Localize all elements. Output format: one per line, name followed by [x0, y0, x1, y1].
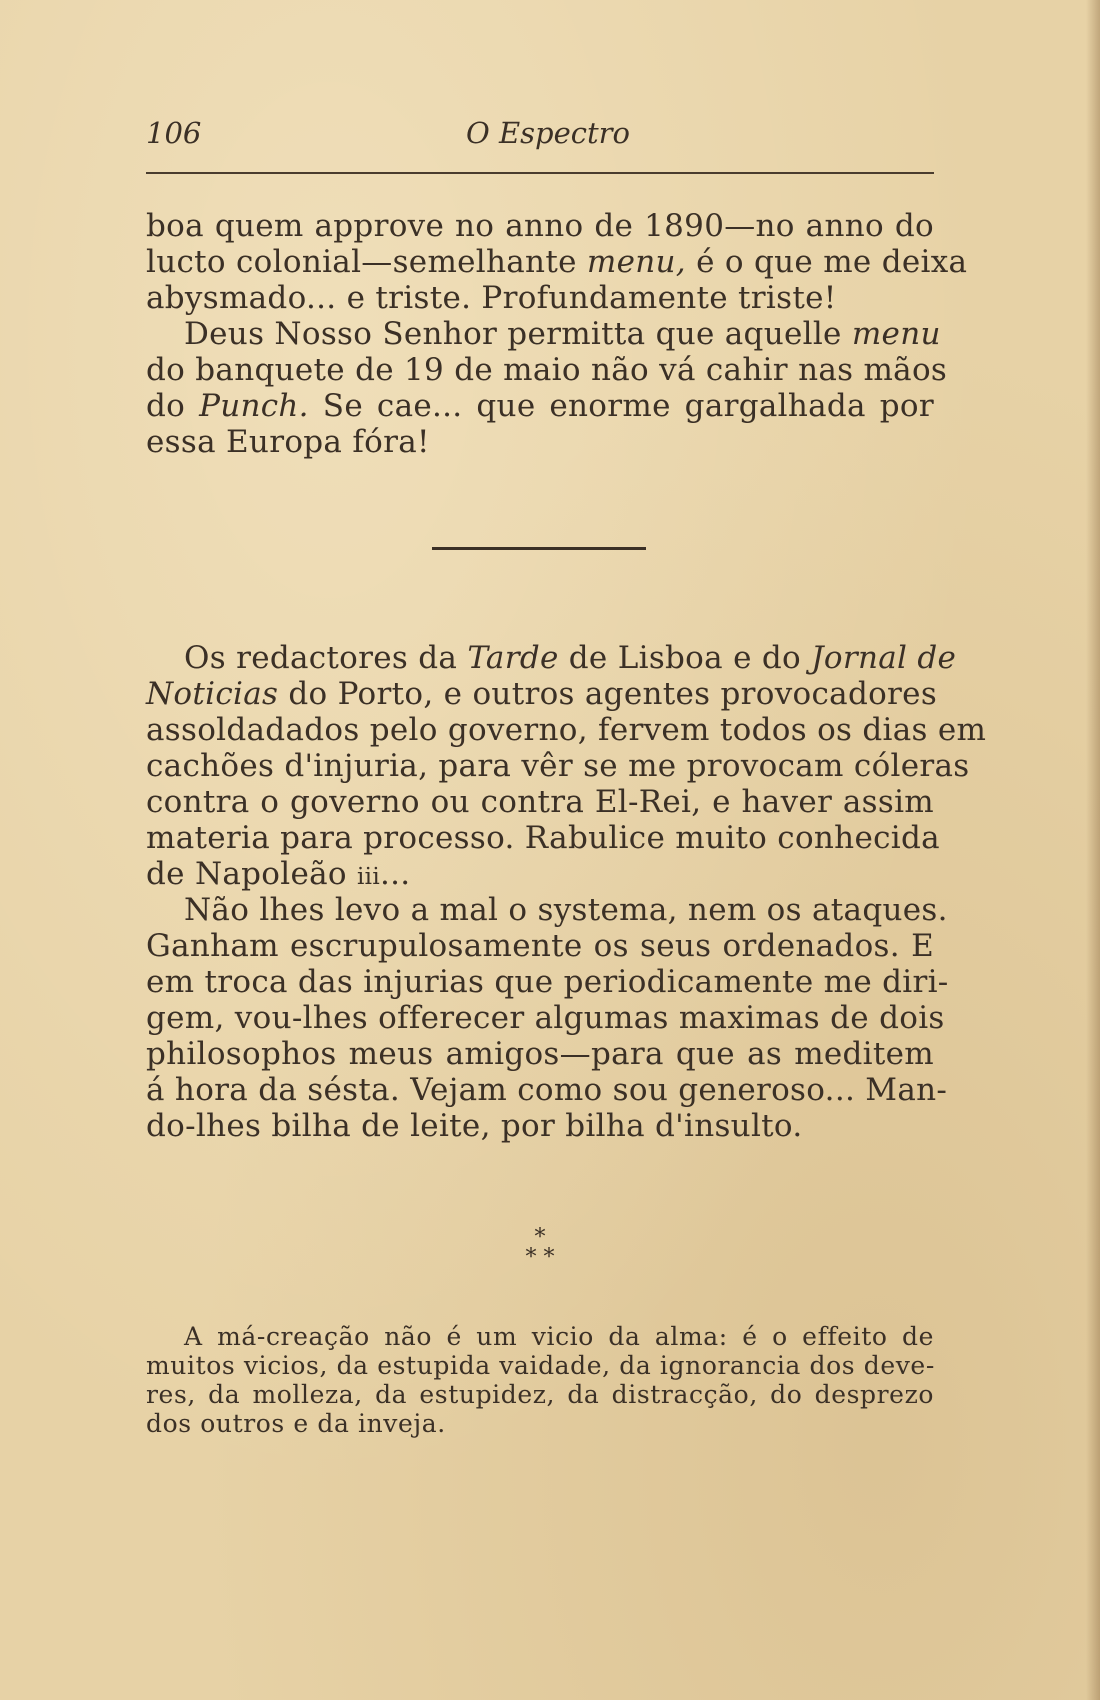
- italic-title-tarde: Tarde: [467, 640, 559, 676]
- running-title: O Espectro: [466, 116, 630, 150]
- text-line: boa quem approve no anno de 1890—no anno do: [146, 208, 934, 244]
- asterism-divider: * * *: [525, 1225, 555, 1270]
- text-line: philosophos meus amigos—para que as meditem: [146, 1036, 934, 1072]
- text-line: lucto colonial—semelhante menu, é o que me deixa: [146, 244, 968, 280]
- page-number: 106: [146, 116, 202, 150]
- text-line: do-lhes bilha de leite, por bilha d'insulto.: [146, 1108, 803, 1144]
- text-line: abysmado... e triste. Profundamente triste!: [146, 280, 837, 316]
- text-line: Ganham escrupulosamente os seus ordenados. E: [146, 928, 934, 964]
- paragraph-deus: [146, 316, 948, 460]
- paragraph-continuation: [146, 208, 968, 316]
- text-line: essa Europa fóra!: [146, 424, 430, 460]
- text-line: Noticias do Porto, e outros agentes provocadores: [146, 676, 938, 712]
- text-line: dos outros e da inveja.: [146, 1409, 446, 1438]
- text-line: do Punch. Se cae... que enorme gargalhada por: [146, 388, 935, 424]
- page-edge-shadow: [1086, 0, 1100, 1700]
- page-header: [146, 116, 934, 160]
- section-divider-rule: [432, 547, 646, 550]
- text-line: Os redactores da Tarde de Lisboa e do Jornal de: [184, 640, 957, 676]
- maxim-paragraph: [146, 1322, 934, 1438]
- italic-title-noticias: Noticias: [146, 676, 279, 712]
- italic-title-jornal: Jornal de: [811, 640, 957, 676]
- header-rule: [146, 172, 934, 174]
- text-line: muitos vicios, da estupida vaidade, da ignorancia dos deve-: [146, 1351, 935, 1380]
- text-line: cachões d'injuria, para vêr se me provocam cóleras: [146, 748, 970, 784]
- paragraph-redactores: [146, 640, 987, 892]
- italic-word-menu: menu: [851, 316, 941, 352]
- text-line: A má-creação não é um vicio da alma: é o effeito de: [184, 1322, 934, 1351]
- italic-word-punch: Punch.: [199, 388, 309, 424]
- text-line: do banquete de 19 de maio não vá cahir nas mãos: [146, 352, 948, 388]
- text-line: res, da molleza, da estupidez, da distracção, do desprezo: [146, 1380, 934, 1409]
- text-line: gem, vou-lhes offerecer algumas maximas de dois: [146, 1000, 945, 1036]
- text-line: Não lhes levo a mal o systema, nem os ataques.: [184, 892, 948, 928]
- paragraph-nao-lhes-levo: [146, 892, 949, 1144]
- text-line: materia para processo. Rabulice muito conhecida: [146, 820, 940, 856]
- text-line: contra o governo ou contra El-Rei, e haver assim: [146, 784, 934, 820]
- text-line: Deus Nosso Senhor permitta que aquelle menu: [184, 316, 941, 352]
- text-line: á hora da sésta. Vejam como sou generoso... Man-: [146, 1072, 948, 1108]
- text-line: de Napoleão iii...: [146, 856, 411, 892]
- text-line: em troca das injurias que periodicamente me diri-: [146, 964, 949, 1000]
- text-line: assoldadados pelo governo, fervem todos os dias em: [146, 712, 987, 748]
- italic-word-menu: menu,: [586, 244, 686, 280]
